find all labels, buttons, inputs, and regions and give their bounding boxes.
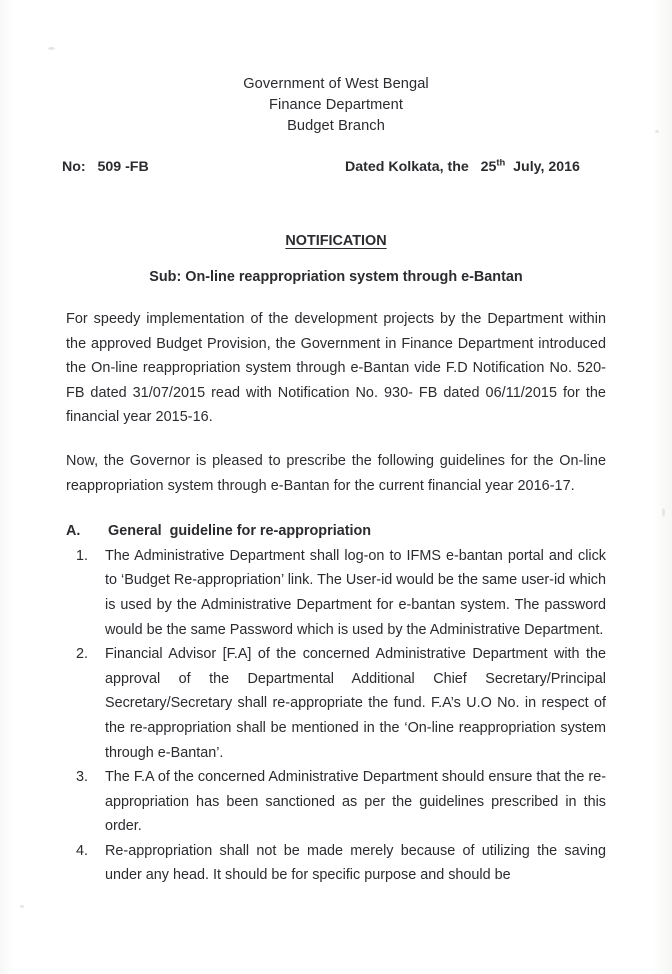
list-item-text: The Administrative Department shall log-on to IFMS e-bantan portal and click to ‘Budget Re-appropriation’ link. The User-id would be the same user-id which is used by the Administrative Department for e-bantan system. The password would be the same Password which is used by the Administrative Department. — [105, 547, 606, 638]
date-day: 25 — [480, 159, 497, 175]
letterhead-line-department: Finance Department — [268, 97, 404, 113]
letterhead-line-government: Government of West Bengal — [243, 76, 429, 92]
list-item-text: Re-appropriation shall not be made merely because of utilizing the saving under any head. It should be for specific purpose and should be — [105, 842, 606, 884]
notification-heading-text: NOTIFICATION — [285, 233, 387, 249]
list-item — [76, 765, 606, 839]
list-item — [76, 839, 606, 888]
list-item-marker: 2. — [76, 646, 89, 663]
list-item-marker: 3. — [76, 769, 89, 786]
letterhead — [0, 74, 672, 137]
paragraph-introduction: For speedy implementation of the development projects by the Department within the approved Budget Provision, the Government in Finance Department introduced the On-line reappropriation system through e-Bantan vide F.D Notification No. 520- FB dated 31/07/2015 read with Notification No. 930- FB dated 06/11/2015 for the financial year 2015-16. — [66, 311, 606, 426]
notification-date — [345, 156, 580, 175]
date-month-year: July, 2016 — [513, 159, 580, 175]
guideline-list — [66, 544, 606, 888]
list-item-marker: 4. — [76, 842, 89, 859]
list-item-marker: 1. — [76, 547, 89, 564]
list-item-text: Financial Advisor [F.A] of the concerned Administrative Department with the approval of the Departmental Additional Chief Secretary/Principal Secretary/Secretary shall re-appropriate the fund. F.A’s U.O No. in respect of the re-appropriation shall be mentioned in the ‘On-line reappropriation system through e-Bantan’. — [105, 646, 606, 761]
body-text-block — [66, 307, 606, 888]
reference-row — [0, 156, 672, 183]
list-item-text: The F.A of the concerned Administrative Department should ensure that the re-appropriation has been sanctioned as per the guidelines prescribed in this order. — [105, 769, 606, 835]
notification-heading — [0, 233, 672, 249]
section-heading-text: General guideline for re-appropriation — [108, 523, 372, 540]
date-ordinal-suffix: th — [496, 156, 506, 168]
notification-number: No: 509 -FB — [62, 159, 149, 175]
paragraph-governor: Now, the Governor is pleased to prescribe the following guidelines for the On-line reappropriation system through e-Bantan for the current financial year 2016-17. — [66, 452, 606, 494]
list-item — [76, 544, 606, 642]
date-prefix: Dated Kolkata, the — [345, 159, 469, 175]
section-heading-a — [66, 519, 606, 544]
letterhead-line-branch: Budget Branch — [287, 118, 385, 134]
section-letter: A. — [66, 523, 81, 540]
list-item — [76, 642, 606, 765]
subject-line: Sub: On-line reappropriation system through e-Bantan — [149, 269, 523, 285]
